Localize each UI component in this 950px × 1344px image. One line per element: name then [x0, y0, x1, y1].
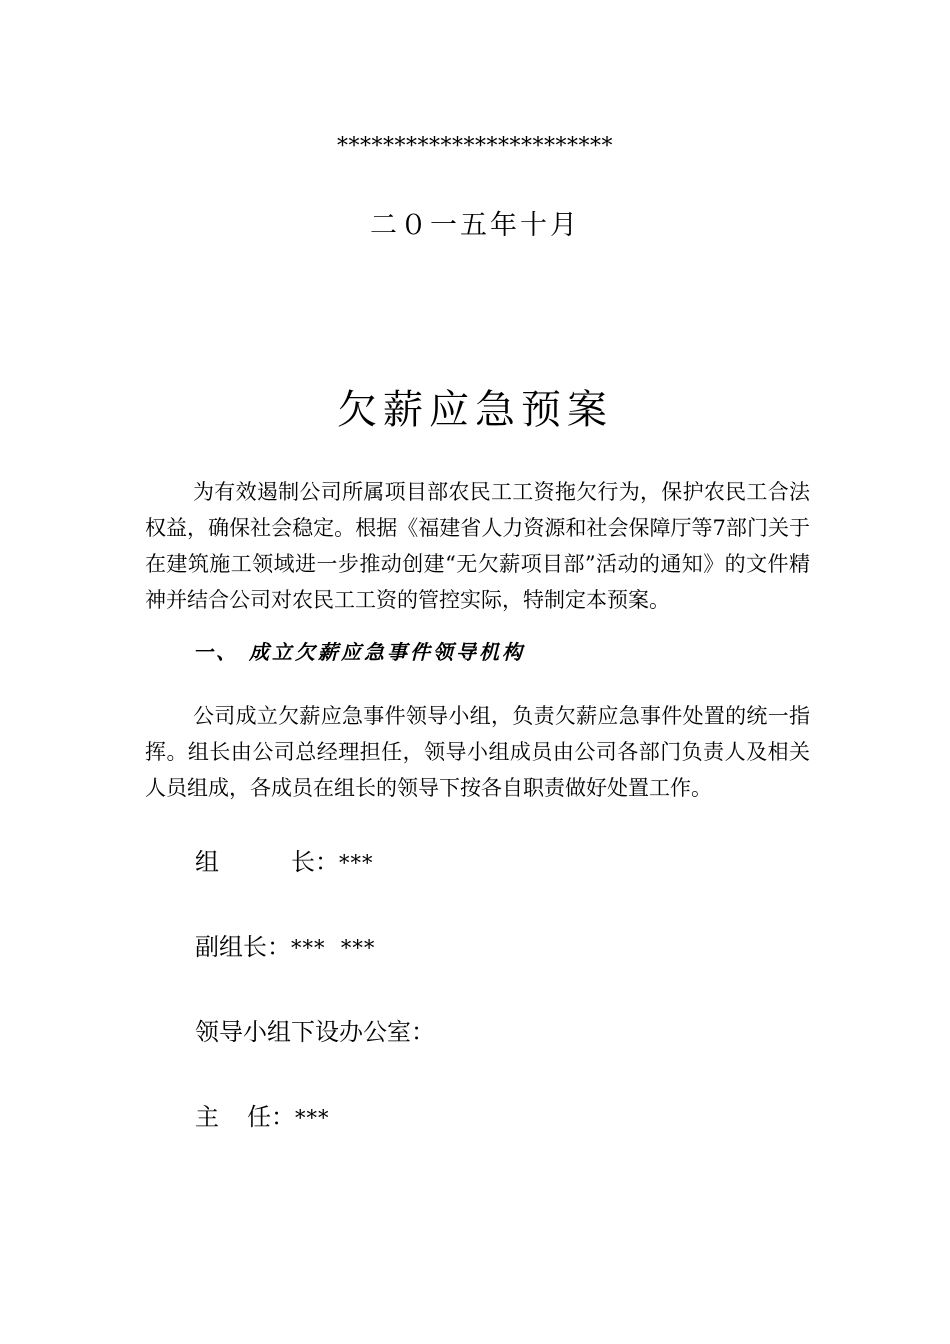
document-title: 欠薪应急预案	[337, 387, 613, 433]
director-value: ***	[295, 1106, 330, 1130]
office-line: 领导小组下设办公室：	[195, 1018, 435, 1046]
leader-label-a: 组	[195, 848, 291, 876]
deputy-leader-value: *** ***	[291, 936, 376, 960]
intro-paragraph: 为有效遏制公司所属项目部农民工工资拖欠行为，保护农民工合法权益，确保社会稳定。根据《福建省人力资源和社会保障厅等7部门关于在建筑施工领域进一步推动创建“无欠薪项目部”活动的通知》的文件精神并结合公司对农民工工资的管控实际，特制定本预案。	[145, 480, 810, 612]
director-label-b: 任：	[247, 1103, 295, 1131]
deputy-leader-label: 副组长：	[195, 933, 291, 961]
leader-line	[195, 842, 374, 877]
section-paragraph: 公司成立欠薪应急事件领导小组，负责欠薪应急事件处置的统一指挥。组长由公司总经理担任，领导小组成员由公司各部门负责人及相关人员组成，各成员在组长的领导下按各自职责做好处置工作。	[145, 704, 810, 800]
document-date: 二０一五年十月	[370, 210, 580, 241]
director-line	[195, 1097, 330, 1132]
leader-label-b: 长：	[291, 848, 339, 876]
deputy-leader-line	[195, 927, 375, 962]
section-heading: 一、 成立欠薪应急事件领导机构	[193, 640, 525, 664]
leader-value: ***	[339, 851, 374, 875]
company-name: ************************	[337, 134, 613, 159]
director-label-a: 主	[195, 1103, 247, 1131]
